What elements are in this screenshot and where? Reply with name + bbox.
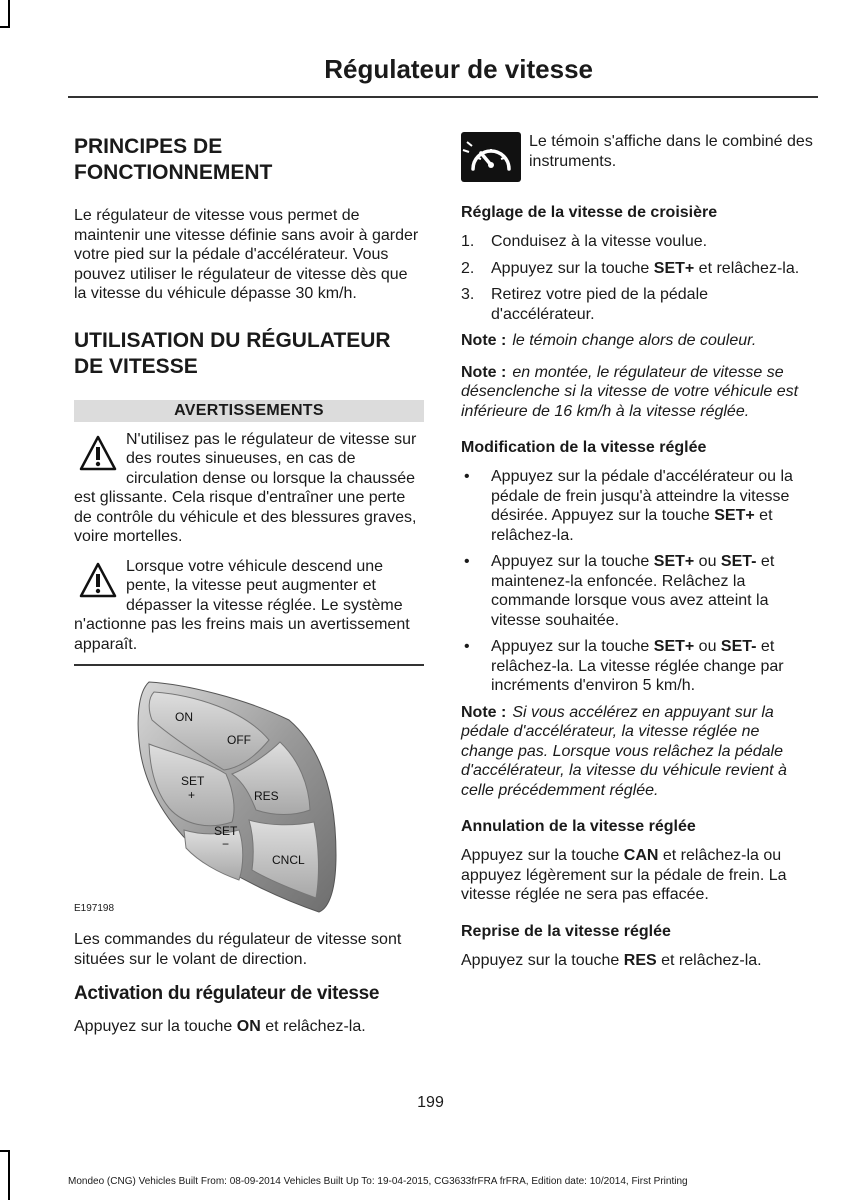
res-label: RES <box>254 789 279 803</box>
note: Note : en montée, le régulateur de vitesse se désenclenche si la vitesse de votre véhicule est inférieure de 16 km/h à la vitesse réglée. <box>461 363 799 420</box>
crop-mark <box>0 1150 10 1152</box>
note: Note : Si vous accélérez en appuyant sur la pédale d'accélérateur, la vitesse réglée ne change pas. Lorsque vous relâchez la pédale d'accélérateur, la vitesse du véhicule revient à celle précédemment réglée. <box>461 703 787 799</box>
setting-steps <box>461 232 816 324</box>
cancel-heading: Annulation de la vitesse réglée <box>461 818 696 835</box>
resume-text: Appuyez sur la touche RES et relâchez-la. <box>461 951 762 969</box>
set-minus-label: SET <box>214 824 238 838</box>
footer-text: Mondeo (CNG) Vehicles Built From: 08-09-2014 Vehicles Built Up To: 19-04-2015, CG3633frFRA frFRA, Edition date: 10/2014, First Printing <box>68 1176 688 1187</box>
cancel-text: Appuyez sur la touche CAN et relâchez-la ou appuyez légèrement sur la pédale de frein. La vitesse réglée ne sera pas effacée. <box>461 847 787 903</box>
list-item: • Appuyez sur la pédale d'accélérateur ou la pédale de frein jusqu'à atteindre la vitesse désirée. Appuyez sur la touche SET+ et relâchez-la. <box>464 468 793 544</box>
set-plus-label: SET <box>181 774 205 788</box>
on-label: ON <box>175 710 193 724</box>
list-item: • Appuyez sur la touche SET+ ou SET- et maintenez-la enfoncée. Relâchez la commande lorsque vous avez atteint la vitesse souhaitée. <box>464 553 775 629</box>
warning-triangle-icon <box>78 434 118 474</box>
warning-item <box>74 557 424 655</box>
figure-id: E197198 <box>74 903 115 914</box>
controls-location-text: Les commandes du régulateur de vitesse sont situées sur le volant de direction. <box>74 931 402 968</box>
setting-heading: Réglage de la vitesse de croisière <box>461 204 718 221</box>
right-column <box>461 124 816 982</box>
off-label: OFF <box>227 733 251 747</box>
note: Note : le témoin change alors de couleur. <box>461 332 757 349</box>
warnings-bottom-rule <box>74 664 424 666</box>
list-item: 1. Conduisez à la vitesse voulue. <box>461 233 708 250</box>
section-title-principles: PRINCIPES DE FONCTIONNEMENT <box>74 135 273 184</box>
steering-switch-illustration <box>74 680 424 930</box>
crop-mark <box>8 0 10 28</box>
list-item: 2. Appuyez sur la touche SET+ et relâchez-la. <box>461 259 800 277</box>
left-column <box>74 124 424 1049</box>
header-rule <box>68 96 818 98</box>
indicator-text: Le témoin s'affiche dans le combiné des instruments. <box>529 133 813 170</box>
crop-mark <box>8 1150 10 1200</box>
warning-text: N'utilisez pas le régulateur de vitesse sur des routes sinueuses, en cas de circulation dense ou lorsque la chaussée est glissante. Cela risque d'entraîner une perte de contrôle du véhicule et des blessures graves, voire mortelles. <box>74 430 417 545</box>
warning-text: Lorsque votre véhicule descend une pente, la vitesse peut augmenter et dépasser la vitesse réglée. Le système n'actionne pas les freins mais un avertissement apparaît. <box>74 557 410 653</box>
list-item: • Appuyez sur la touche SET+ ou SET- et relâchez-la. La vitesse réglée change par incréments d'environ 5 km/h. <box>464 638 784 694</box>
activation-text: Appuyez sur la touche ON et relâchez-la. <box>74 1018 366 1035</box>
page-title: Régulateur de vitesse <box>324 54 593 84</box>
minus-sign-label: − <box>222 837 230 851</box>
modification-heading: Modification de la vitesse réglée <box>461 439 707 456</box>
cruise-control-switch-figure <box>74 680 424 930</box>
list-item: 3. Retirez votre pied de la pédale d'accélérateur. <box>461 286 709 323</box>
activation-heading: Activation du régulateur de vitesse <box>74 983 380 1004</box>
plus-sign-label: + <box>188 788 196 802</box>
principles-text: Le régulateur de vitesse vous permet de maintenir une vitesse définie sans avoir à garder votre pied sur la pédale d'accélérateur. Vous pouvez utiliser le régulateur de vitesse dès que la vitesse du véhicule dépasse 30 km/h. <box>74 207 419 302</box>
cncl-label: CNCL <box>272 853 305 867</box>
page-number: 199 <box>417 1094 444 1111</box>
warnings-heading: AVERTISSEMENTS <box>74 400 424 422</box>
key-on: ON <box>236 1018 261 1035</box>
warning-triangle-icon <box>78 561 118 601</box>
resume-heading: Reprise de la vitesse réglée <box>461 922 671 940</box>
cruise-indicator-row <box>461 132 816 182</box>
warning-item <box>74 430 424 547</box>
section-title-usage: UTILISATION DU RÉGULATEUR DE VITESSE <box>74 328 391 378</box>
modification-list <box>461 467 816 696</box>
cruise-control-indicator-icon <box>461 132 521 182</box>
crop-mark <box>0 26 10 28</box>
